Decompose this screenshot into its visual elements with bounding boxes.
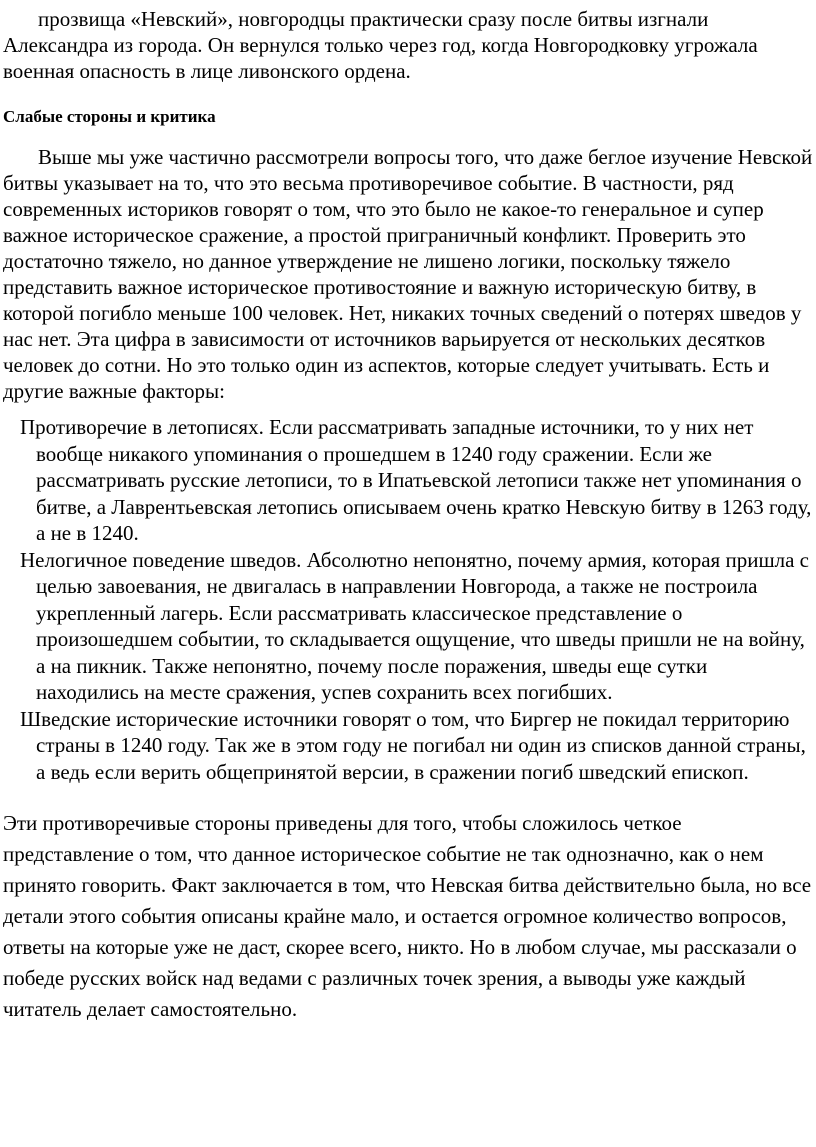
conclusion-paragraph: Эти противоречивые стороны приведены для того, чтобы сложилось четкое представление о том, что данное историческое событие не так однозначно, как о нем принято говорить. Факт заключается в том, что Невская битва действительно была, но все детали этого события описаны крайне мало, и остается огромное количество вопросов, ответы на которые уже не даст, скорее всего, никто. Но в любом случае, мы рассказали о победе русских войск над ведами с различных точек зрения, а выводы уже каждый читатель делает самостоятельно. bbox=[3, 811, 812, 1021]
section-heading: Слабые стороны и критика bbox=[3, 107, 216, 126]
factors-list bbox=[3, 404, 814, 785]
intro-paragraph: прозвища «Невский», новгородцы практически сразу после битвы изгнали Александра из города. Он вернулся только через год, когда Новгородковку угрожала военная опасность в лице ливонского ордена. bbox=[3, 7, 758, 83]
list-item: Шведские исторические источники говорят о том, что Биргер не покидал территорию страны в 1240 году. Так же в этом году не погибал ни один из списков данной страны, а ведь если верить общепринятой версии, в сражении погиб шведский епископ. bbox=[20, 706, 806, 784]
list-item: Нелогичное поведение шведов. Абсолютно непонятно, почему армия, которая пришла с целью завоевания, не двигалась в направлении Новгорода, а также не построила укрепленный лагерь. Если рассматривать классическое представление о произошедшем событии, то складывается ощущение, что шведы пришли не на войну, а на пикник. Также непонятно, почему после поражения, шведы еще сутки находились на месте сражения, успев сохранить всех погибших. bbox=[20, 547, 809, 704]
list-item: Противоречие в летописях. Если рассматривать западные источники, то у них нет вообще никакого упоминания о прошедшем в 1240 году сражении. Если же рассматривать русские летописи, то в Ипатьевской летописи также нет упоминания о битве, а Лаврентьевская летопись описываем очень кратко Невскую битву в 1263 году, а не в 1240. bbox=[20, 415, 812, 545]
main-paragraph: Выше мы уже частично рассмотрели вопросы того, что даже беглое изучение Невской битвы указывает на то, что это весьма противоречивое событие. В частности, ряд современных историков говорят о том, что это было не какое-то генеральное и супер важное историческое сражение, а простой приграничный конфликт. Проверить это достаточно тяжело, но данное утверждение не лишено логики, поскольку тяжело представить важное историческое противостояние и важную историческую битву, в которой погибло меньше 100 человек. Нет, никаких точных сведений о потерях шведов у нас нет. Эта цифра в зависимости от источников варьируется от нескольких десятков человек до сотни. Но это только один из аспектов, которые следует учитывать. Есть и другие важные факторы: bbox=[3, 145, 813, 403]
